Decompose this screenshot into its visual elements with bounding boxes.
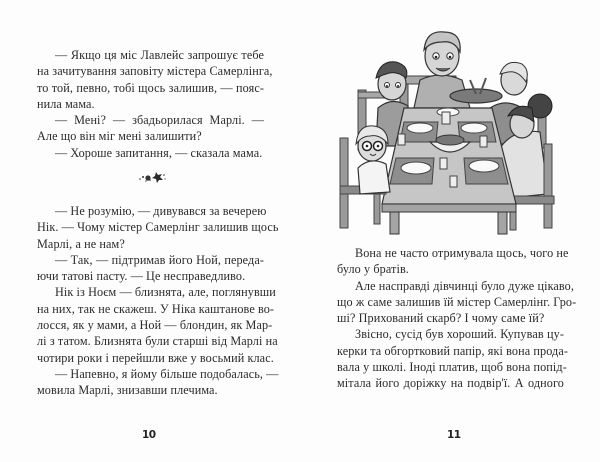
text-line: — Напевно, я йому більше подобалась, — [55, 366, 279, 381]
text-line: чотири роки і перейшли вже у восьмий клас. [37, 350, 274, 365]
page-number: 11 [447, 429, 461, 441]
family-dinner-illustration-icon [330, 8, 572, 236]
text-line: — Мені? — збадьорилася Марлі. — [55, 113, 264, 128]
text-line: на зачитування заповіту містера Самерлінга, [37, 64, 273, 79]
right-page-text [337, 245, 577, 392]
right-page [300, 0, 600, 462]
text-line: лосся, як у мами, а Ной — блондин, як Мар- [37, 318, 273, 333]
text-line: що ж саме залишив їй містер Самерлінг. Гро- [337, 294, 577, 309]
left-page-section-1 [37, 47, 273, 161]
text-line: ючи татові пасту. — Це несправедливо. [37, 269, 246, 284]
text-line: Але насправді дівчинці було дуже цікаво, [355, 278, 575, 293]
text-line: Вона не часто отримувала щось, чого не [355, 246, 569, 260]
text-line: мітала його доріжку на подвір'ї. А одного [337, 376, 564, 391]
text-line: ші? Прихований скарб? І чому саме їй? [337, 311, 545, 326]
text-line: то той, певно, тобі щось залишив, — пояс- [37, 80, 264, 95]
text-line: керки та обгортковий папір, які вона прода- [337, 343, 569, 358]
text-line: — Якщо ця міс Лавлейс запрошує тебе [55, 48, 264, 62]
text-line: було у братів. [337, 262, 409, 277]
text-line: лі з татом. Близнята були старші від Марлі на [37, 334, 278, 349]
text-line: Але що він міг мені залишити? [37, 129, 202, 144]
page-number: 10 [142, 429, 156, 441]
text-line: Марлі, а не нам? [37, 236, 125, 251]
ink-splatter-ornament-icon [134, 168, 174, 184]
text-line: Звісно, сусід був хороший. Купував цу- [355, 327, 564, 342]
text-line: мовила Марлі, знизавши плечима. [37, 383, 218, 398]
text-line: вала у школі. Іноді платив, щоб вона попід- [337, 360, 567, 375]
text-line: нила мама. [37, 96, 95, 111]
text-line: Нік. — Чому містер Самерлінг залишив щось [37, 220, 279, 235]
text-line: Нік із Ноєм — близнята, але, поглянувши [55, 285, 276, 300]
text-line: — Не розумію, — дивувався за вечерею [55, 204, 267, 218]
text-line: — Так, — підтримав його Ной, переда- [55, 252, 264, 267]
text-line: на них, так не скажеш. У Ніка каштанове во- [37, 301, 275, 316]
left-page-section-2 [37, 203, 279, 399]
text-line: — Хороше запитання, — сказала мама. [55, 145, 263, 160]
